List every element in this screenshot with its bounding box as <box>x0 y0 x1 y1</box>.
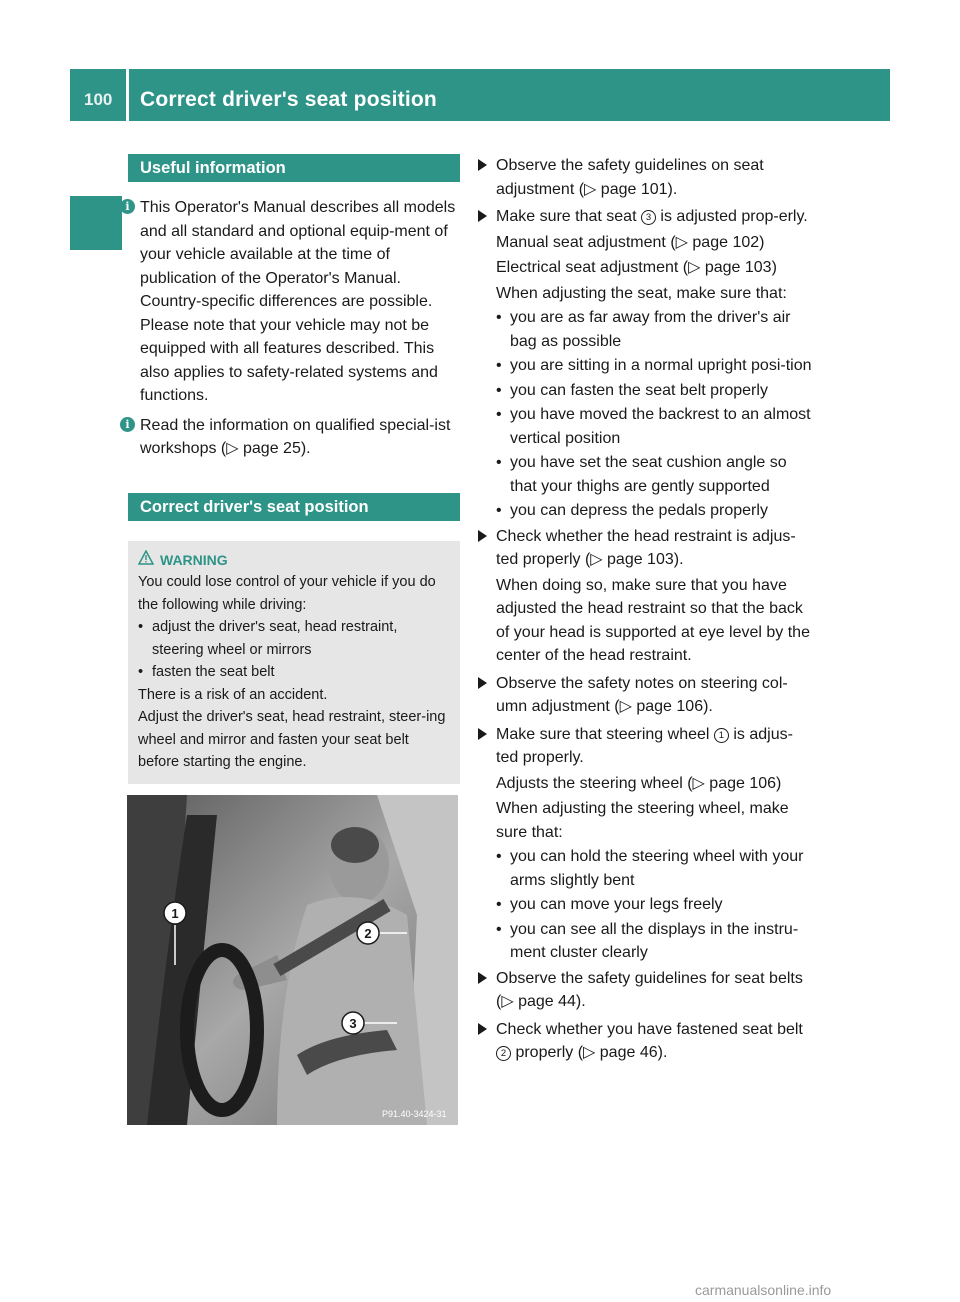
condition-text: When doing so, make sure that you have adjusted the head restraint so that the back of your head is supported at eye level by the center of the head restraint. <box>496 576 810 664</box>
right-column <box>478 154 814 1067</box>
condition-bullet: • you can see all the displays in the instru-ment cluster clearly <box>496 920 799 961</box>
cross-reference: Adjusts the steering wheel (▷ page 106) <box>496 774 782 792</box>
arrow-icon <box>478 159 487 171</box>
info-icon: i <box>120 417 135 432</box>
condition-bullet: • you are sitting in a normal upright posi-tion <box>496 357 812 374</box>
condition-bullet: • you can depress the pedals properly <box>496 502 768 519</box>
info-icon: i <box>120 199 135 214</box>
callout-number: 3 <box>641 210 656 225</box>
warning-triangle-icon <box>138 550 154 565</box>
driver-seat-illustration <box>127 795 458 1125</box>
arrow-icon <box>478 728 487 740</box>
instruction-step: Check whether the head restraint is adjus-ted properly (▷ page 103). <box>478 525 814 572</box>
callout-number: 1 <box>714 728 729 743</box>
warning-action: Adjust the driver's seat, head restraint, steer-ing wheel and mirror and fasten your seat belt before starting the engine. <box>138 709 446 770</box>
condition-bullet: • you have moved the backrest to an almost vertical position <box>496 406 811 447</box>
arrow-icon <box>478 1023 487 1035</box>
condition-bullet: • you can move your legs freely <box>496 896 723 913</box>
warning-bullet: • adjust the driver's seat, head restraint, steering wheel or mirrors <box>138 619 398 658</box>
warning-risk: There is a risk of an accident. <box>138 686 328 703</box>
figure-code: P91.40-3424-31 <box>382 1109 447 1119</box>
useful-information-heading: Useful information <box>128 154 460 182</box>
condition-bullet: • you can hold the steering wheel with your arms slightly bent <box>496 848 804 889</box>
svg-text:3: 3 <box>349 1016 357 1031</box>
chapter-tab <box>70 196 122 250</box>
cross-reference: Manual seat adjustment (▷ page 102) <box>496 233 765 251</box>
instruction-step: Observe the safety notes on steering col-umn adjustment (▷ page 106). <box>478 672 814 719</box>
section-heading: Correct driver's seat position <box>128 493 460 521</box>
arrow-icon <box>478 972 487 984</box>
condition-bullet: • you are as far away from the driver's air bag as possible <box>496 309 791 350</box>
svg-text:1: 1 <box>171 906 179 921</box>
condition-intro: When adjusting the seat, make sure that: <box>496 284 787 302</box>
callout-number: 2 <box>496 1046 511 1061</box>
condition-bullet: • you have set the seat cushion angle so that your thighs are gently supported <box>496 454 787 495</box>
condition-bullet: • you can fasten the seat belt properly <box>496 381 768 399</box>
svg-text:2: 2 <box>364 926 372 941</box>
instruction-step: Check whether you have fastened seat belt 2 properly (▷ page 46). <box>478 1018 814 1065</box>
condition-intro: When adjusting the steering wheel, make sure that: <box>496 800 789 841</box>
chapter-title: Seats, steering wheel and mirrors <box>84 698 107 1035</box>
arrow-icon <box>478 530 487 542</box>
info-note: i Read the information on qualified special-ist workshops (▷ page 25). <box>118 414 460 461</box>
warning-box <box>128 541 460 784</box>
instruction-step: Observe the safety guidelines for seat belts (▷ page 44). <box>478 967 814 1014</box>
arrow-icon <box>478 210 487 222</box>
warning-bullet: • fasten the seat belt <box>138 664 275 680</box>
warning-intro: You could lose control of your vehicle if you do the following while driving: <box>138 574 436 613</box>
watermark: carmanualsonline.info <box>695 1282 832 1298</box>
info-note: i This Operator's Manual describes all models and all standard and optional equip-ment of your vehicle available at the time of publication of the Operator's Manual. Country-specific differences are possible. Please note that your vehicle may not be equipped with all features described. This also applies to safety-related systems and functions. <box>118 196 460 408</box>
page-number: 100 <box>84 90 113 109</box>
left-column <box>118 154 460 784</box>
warning-title: WARNING <box>138 549 450 572</box>
instruction-step: Observe the safety guidelines on seat adjustment (▷ page 101). <box>478 154 814 201</box>
header-separator <box>126 69 129 121</box>
driver-seat-photo <box>127 795 458 1125</box>
cross-reference: Electrical seat adjustment (▷ page 103) <box>496 259 777 276</box>
instruction-step: Make sure that seat 3 is adjusted prop-erly. <box>478 205 814 229</box>
page-title: Correct driver's seat position <box>140 88 437 111</box>
instruction-step: Make sure that steering wheel 1 is adjus-ted properly. <box>478 723 814 770</box>
arrow-icon <box>478 677 487 689</box>
